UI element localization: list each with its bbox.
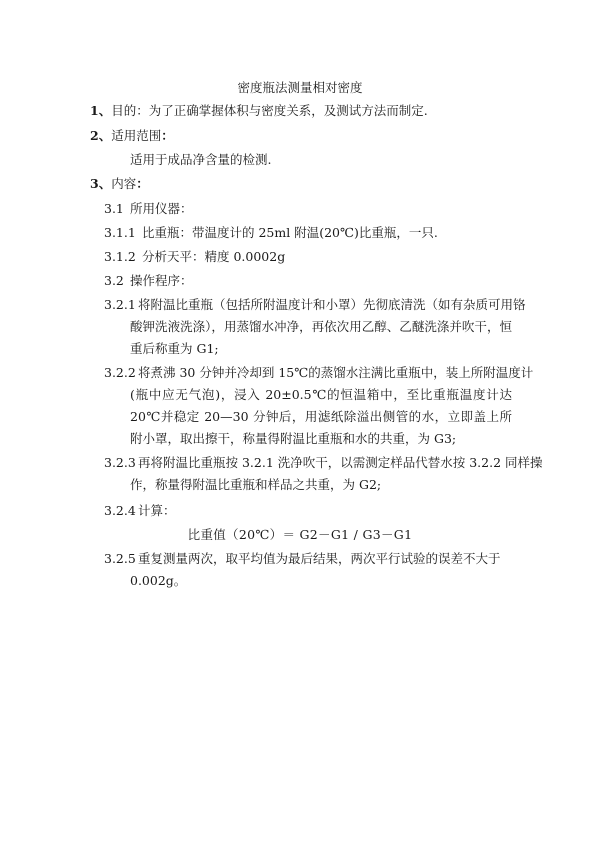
- section-purpose: [90, 100, 428, 122]
- section-heading: 适用范围: [111, 128, 162, 143]
- section-separator: 、: [98, 176, 112, 191]
- item-3-1-1: [104, 222, 438, 244]
- item-3-2-1: [104, 294, 526, 316]
- item-3-2-1-continued: 酸钾洗液洗涤），用蒸馏水冲净，再依次用乙醇、乙醚洗涤并吹干，恒重后称重为 G1;: [130, 319, 512, 356]
- scope-text: 适用于成品净含量的检测.: [130, 152, 272, 167]
- section-content: [90, 173, 149, 195]
- section-colon: ：: [136, 176, 149, 191]
- item-3-2-3-continued: 作，称量得附温比重瓶和样品之共重，为 G2;: [130, 477, 382, 492]
- item-number: 3.2.1: [104, 297, 136, 312]
- item-text-first-line: 将煮沸 30 分钟并冷却到 15℃的蒸馏水注满比重瓶中，装上所附温度计: [138, 365, 534, 380]
- item-text: 计算：: [138, 503, 176, 518]
- section-text: ：为了正确掌握体积与密度关系，及测试方法而制定.: [136, 103, 428, 118]
- item-number: 3.2.5: [104, 551, 136, 566]
- item-3-2-2: [104, 362, 533, 384]
- item-3-2: [104, 270, 193, 292]
- section-heading: 内容: [111, 176, 137, 191]
- section-number: 1: [90, 103, 99, 118]
- item-number: 3.1.2: [104, 249, 136, 264]
- item-text-first-line: 将附温比重瓶（包括所附温度计和小罩）先彻底清洗（如有杂质可用铬: [138, 297, 526, 312]
- item-3-1: [104, 198, 193, 220]
- item-3-2-4: [104, 500, 176, 522]
- item-number: 3.1: [104, 201, 124, 216]
- item-text: 操作程序：: [130, 273, 193, 288]
- section-heading: 目的: [111, 103, 137, 118]
- item-number: 3.2: [104, 273, 124, 288]
- item-text-first-line: 重复测量两次，取平均值为最后结果，两次平行试验的误差不大于: [138, 551, 501, 566]
- item-number: 3.1.1: [104, 225, 136, 240]
- item-number: 3.2.4: [104, 503, 136, 518]
- item-3-2-5: [104, 548, 501, 570]
- section-number: 3: [90, 176, 99, 191]
- specific-gravity-formula: 比重值（20℃）＝ G2－G1 / G3－G1: [187, 527, 413, 542]
- item-text: 比重瓶：带温度计的 25ml 附温(20℃)比重瓶，一只.: [142, 225, 438, 240]
- section-separator: 、: [98, 128, 112, 143]
- item-number: 3.2.3: [104, 455, 136, 470]
- section-separator: 、: [98, 103, 112, 118]
- page-title: 密度瓶法测量相对密度: [237, 80, 363, 95]
- item-text-first-line: 再将附温比重瓶按 3.2.1 洗净吹干，以需测定样品代替水按 3.2.2 同样操: [138, 455, 543, 470]
- item-3-2-5-continued: 0.002g。: [130, 573, 187, 588]
- item-3-2-3: [104, 452, 543, 474]
- item-3-2-2-continued: (瓶中应无气泡)，浸入 20±0.5℃的恒温箱中，至比重瓶温度计达 20℃并稳定 20—30 分钟后，用滤纸除溢出侧管的水，立即盖上所附小罩，取出擦干，称量得附温比重瓶和水的共重，为 G3;: [130, 387, 512, 446]
- section-number: 2: [90, 128, 99, 143]
- section-colon: ：: [161, 128, 174, 143]
- section-scope: [90, 125, 174, 147]
- item-3-1-2: [104, 246, 285, 268]
- item-text: 分析天平：精度 0.0002g: [142, 249, 286, 264]
- item-number: 3.2.2: [104, 365, 136, 380]
- item-text: 所用仪器：: [130, 201, 193, 216]
